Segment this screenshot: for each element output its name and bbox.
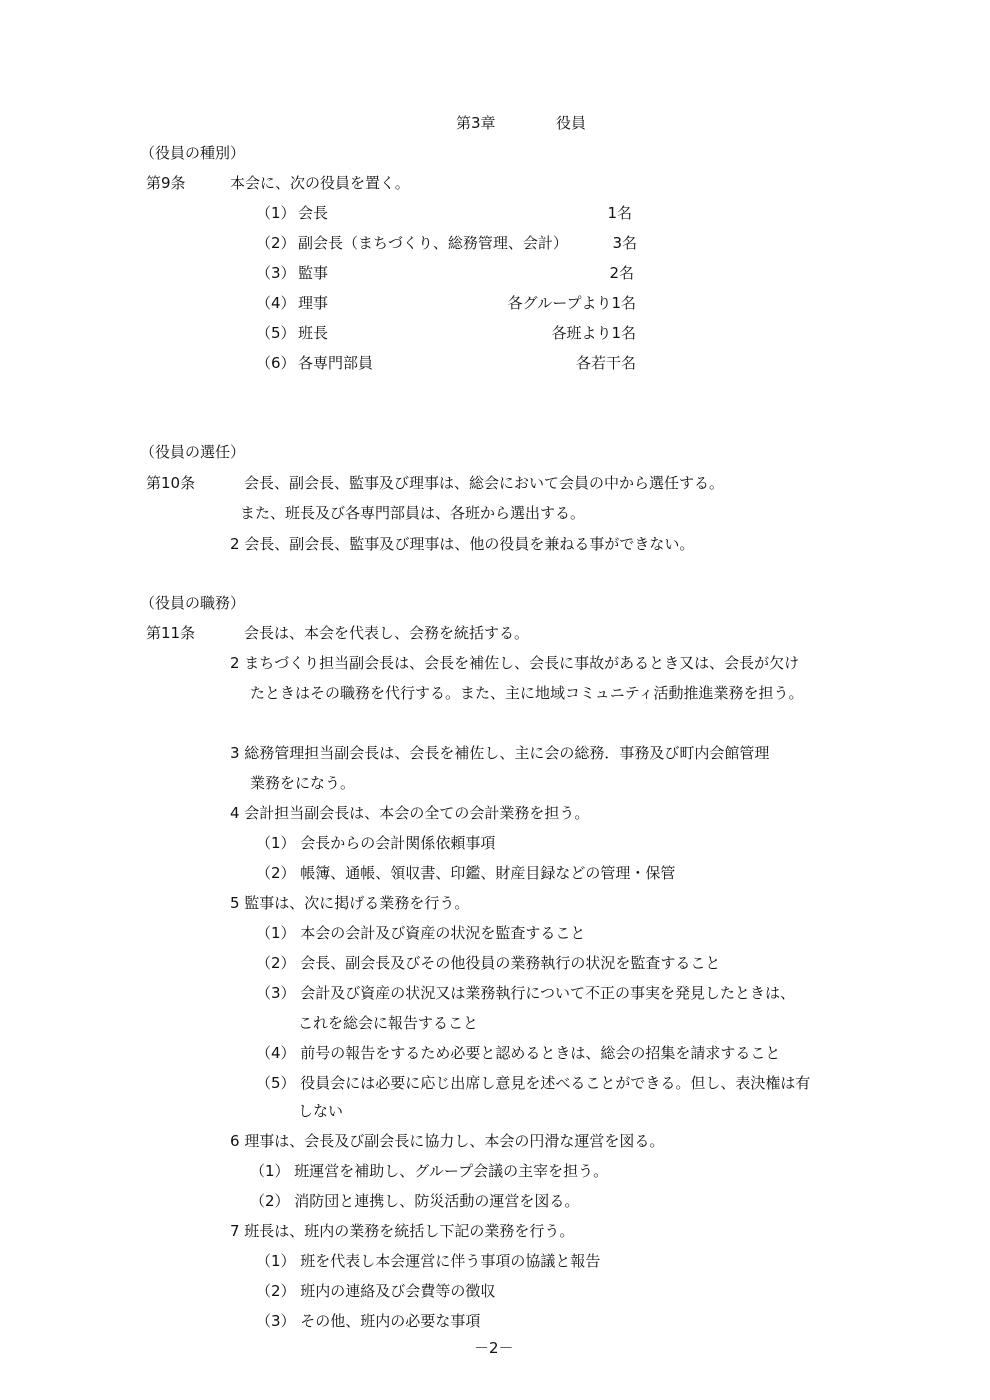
article-11-para3: 3 総務管理担当副会長は、会長を補佐し、主に会の総務．事務及び町内会館管理	[230, 744, 770, 762]
list-item: （5） 役員会には必要に応じ出席し意見を述べることができる。但し、表決権は有	[256, 1074, 811, 1092]
article-10-line2: また、班長及び各専門部員は、各班から選出する。	[240, 504, 586, 522]
article-10-para2: 2 会長、副会長、監事及び理事は、他の役員を兼ねる事ができない。	[230, 535, 695, 553]
officer-item-name: 各専門部員	[298, 354, 374, 372]
page-number: －2－	[474, 1339, 514, 1357]
officer-item-num: （6）	[256, 354, 296, 372]
officer-item-num: （1）	[256, 204, 296, 222]
list-item: （2） 消防団と連携し、防災活動の運営を図る。	[250, 1192, 580, 1210]
officer-item-count: 各若干名	[575, 354, 636, 372]
officer-item-count: 1名	[607, 204, 632, 222]
list-item-cont: しない	[298, 1102, 344, 1120]
section-heading-election: （役員の選任）	[140, 443, 246, 461]
list-item: （2） 班内の連絡及び会費等の徴収	[256, 1282, 496, 1300]
article-10-line1: 会長、副会長、監事及び理事は、総会において会員の中から選任する。	[244, 474, 725, 492]
list-item: （1） 班を代表し本会運営に伴う事項の協議と報告	[256, 1252, 601, 1270]
list-item: （3） その他、班内の必要な事項	[256, 1312, 481, 1330]
officer-item-num: （4）	[256, 294, 296, 312]
officer-item-name: 監事	[298, 264, 329, 282]
officer-item-count: 2名	[609, 264, 634, 282]
article-9-number: 第9条	[146, 174, 186, 192]
article-11-para5: 5 監事は、次に掲げる業務を行う。	[230, 894, 470, 912]
officer-item-name: 理事	[298, 294, 329, 312]
list-item: （1） 班運営を補助し、グループ会議の主宰を担う。	[250, 1162, 609, 1180]
officer-item-num: （2）	[256, 234, 296, 252]
officer-item-count: 各グループより1名	[507, 294, 636, 312]
officer-item-name: 会長	[298, 204, 329, 222]
article-11-para6: 6 理事は、会長及び副会長に協力し、本会の円滑な運営を図る。	[230, 1132, 665, 1150]
article-11-para2-cont: たときはその職務を代行する。また、主に地域コミュニティ活動推進業務を担う。	[250, 684, 804, 702]
list-item: （4） 前号の報告をするため必要と認めるときは、総会の招集を請求すること	[256, 1044, 781, 1062]
chapter-title: 役員	[556, 114, 587, 132]
article-9-text: 本会に、次の役員を置く。	[230, 174, 410, 192]
article-11-line1: 会長は、本会を代表し、会務を統括する。	[244, 624, 530, 642]
list-item: （2） 帳簿、通帳、領収書、印鑑、財産目録などの管理・保管	[256, 864, 676, 882]
list-item: （1） 会長からの会計関係依頼事項	[256, 834, 496, 852]
officer-item-num: （3）	[256, 264, 296, 282]
article-11-para7: 7 班長は、班内の業務を統括し下記の業務を行う。	[230, 1222, 575, 1240]
section-heading-types: （役員の種別）	[140, 144, 246, 162]
list-item-cont: これを総会に報告すること	[298, 1014, 479, 1032]
article-11-number: 第11条	[146, 624, 196, 642]
article-11-para2: 2 まちづくり担当副会長は、会長を補佐し、会長に事故があるとき又は、会長が欠け	[230, 654, 800, 672]
article-10-number: 第10条	[146, 474, 196, 492]
officer-item-name: 班長	[298, 324, 329, 342]
officer-item-name: 副会長（まちづくり、総務管理、会計）	[298, 234, 568, 252]
list-item: （3） 会計及び資産の状況又は業務執行について不正の事実を発見したときは、	[256, 984, 796, 1002]
article-11-para4: 4 会計担当副会長は、本会の全ての会計業務を担う。	[230, 804, 590, 822]
section-heading-duties: （役員の職務）	[140, 594, 246, 612]
officer-item-num: （5）	[256, 324, 296, 342]
list-item: （1） 本会の会計及び資産の状況を監査すること	[256, 924, 586, 942]
article-11-para3-cont: 業務をになう。	[250, 774, 356, 792]
officer-item-count: 3名	[612, 234, 637, 252]
list-item: （2） 会長、副会長及びその他役員の業務執行の状況を監査すること	[256, 954, 721, 972]
officer-item-count: 各班より1名	[551, 324, 636, 342]
chapter-number: 第3章	[456, 114, 496, 132]
